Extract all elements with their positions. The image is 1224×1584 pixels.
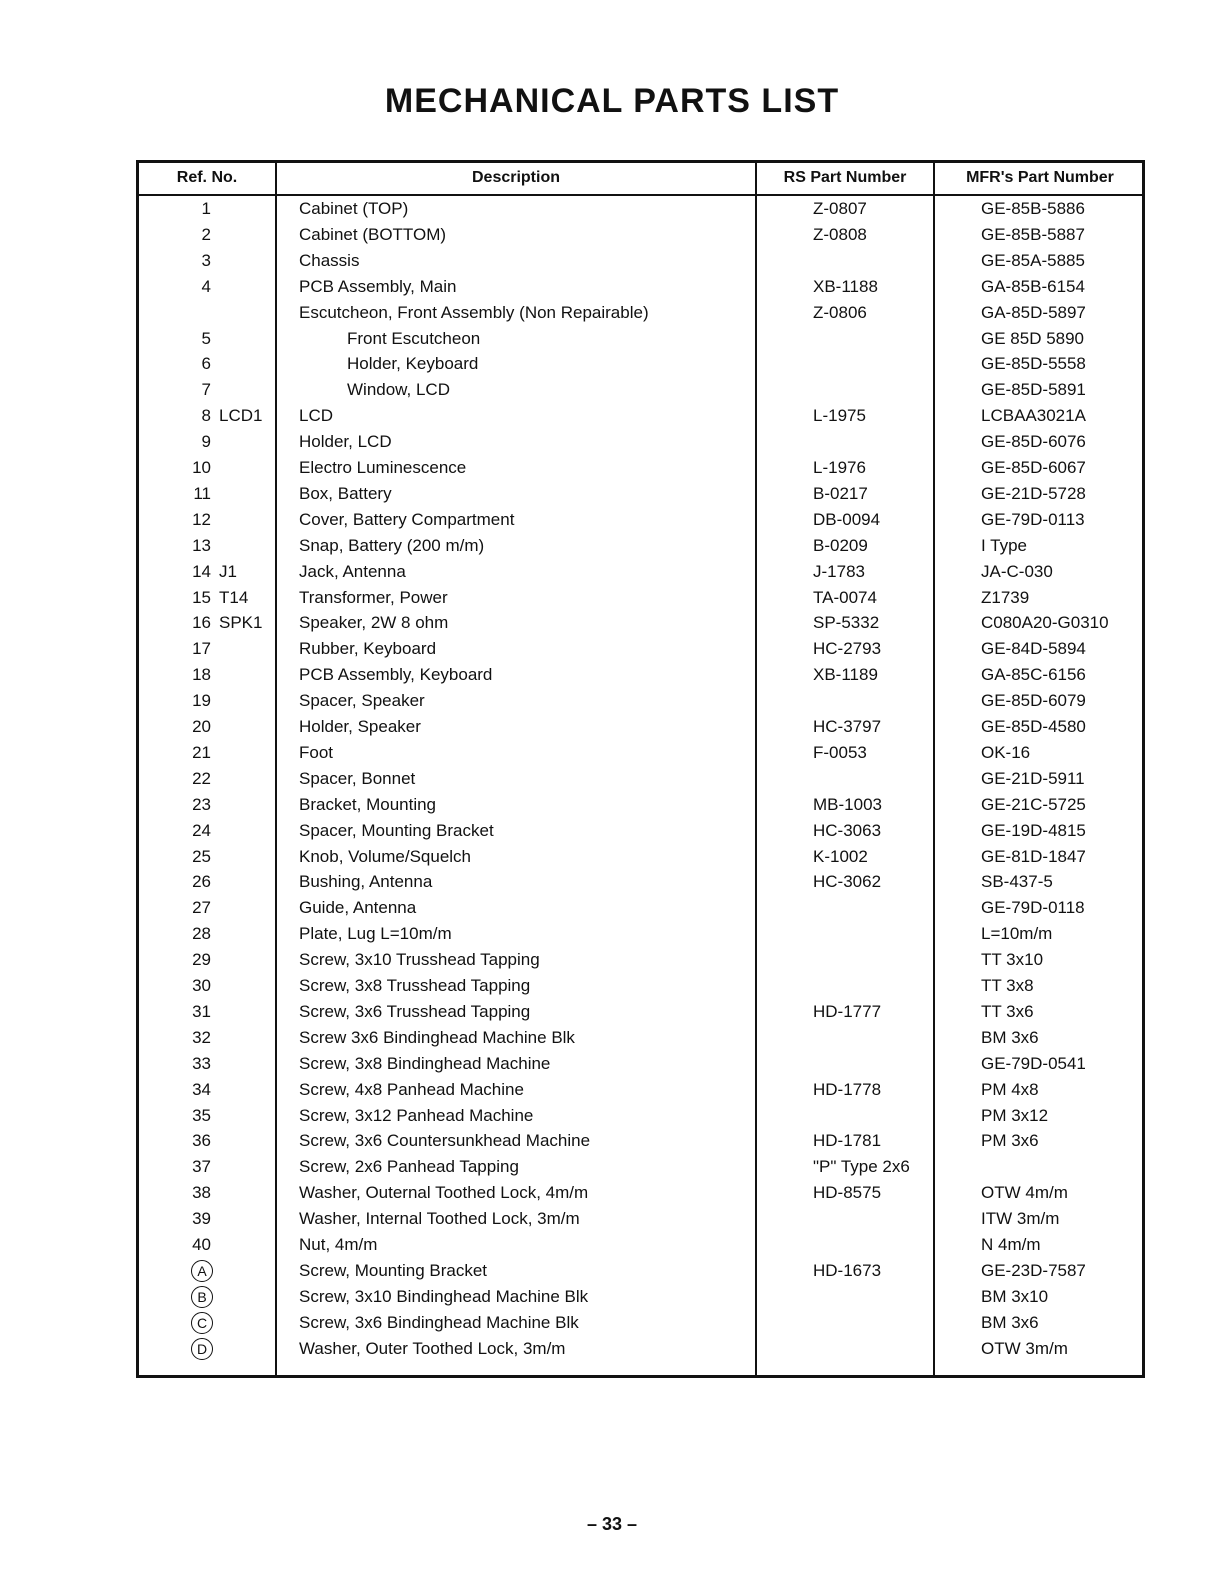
mfr-part-number-cell: GE 85D 5890 (981, 328, 1085, 348)
mfr-part-number-cell: L=10m/m (981, 924, 1053, 944)
ref-cell (147, 662, 269, 688)
ref-number: 13 (192, 535, 211, 555)
table-row (139, 766, 1142, 792)
page-title: MECHANICAL PARTS LIST (384, 82, 840, 120)
description-cell: Cabinet (BOTTOM) (299, 224, 447, 244)
mfr-part-number-cell: GA-85B-6154 (981, 276, 1085, 296)
description-cell: Screw 3x6 Bindinghead Machine Blk (299, 1027, 575, 1047)
ref-cell (147, 248, 269, 274)
ref-number: 6 (201, 354, 211, 374)
circled-ref-label: B (191, 1286, 213, 1308)
mfr-part-number-cell: PM 4x8 (981, 1079, 1039, 1099)
mfr-part-number-cell: OTW 4m/m (981, 1183, 1068, 1203)
mfr-part-number-cell: GE-81D-1847 (981, 846, 1086, 866)
ref-cell (147, 1284, 269, 1310)
mfr-part-number-cell: GE-85D-6067 (981, 458, 1086, 477)
ref-cell (147, 1258, 269, 1284)
rs-part-number-cell: XB-1188 (813, 276, 878, 296)
ref-cell (147, 429, 269, 455)
mfr-part-number-cell: GE-85B-5886 (981, 199, 1085, 218)
description-cell: Spacer, Mounting Bracket (299, 820, 494, 840)
mfr-part-number-cell: I Type (981, 535, 1027, 555)
rs-part-number-cell: HC-2793 (813, 639, 882, 659)
ref-number: 23 (192, 794, 211, 814)
rs-part-number-cell: B-0209 (813, 535, 868, 555)
description-cell: Screw, 3x12 Panhead Machine (299, 1105, 534, 1125)
description-cell: Screw, 3x8 Trusshead Tapping (299, 976, 531, 995)
ref-cell (147, 1077, 269, 1103)
ref-number: 18 (192, 665, 211, 685)
table-row (139, 999, 1142, 1025)
mfr-part-number-cell: BM 3x6 (981, 1027, 1039, 1047)
mfr-part-number-cell: GE-79D-0113 (981, 509, 1085, 529)
mfr-part-number-cell: GA-85D-5897 (981, 302, 1086, 322)
description-cell: Electro Luminescence (299, 458, 467, 477)
circled-ref-label: C (191, 1312, 213, 1334)
table-row (139, 740, 1142, 766)
description-cell: Cover, Battery Compartment (299, 509, 515, 529)
mfr-part-number-cell: GE-84D-5894 (981, 639, 1086, 659)
mfr-part-number-cell: GE-79D-0118 (981, 898, 1085, 918)
description-cell: Screw, Mounting Bracket (299, 1260, 488, 1280)
mfr-part-number-cell: TT 3x6 (981, 1001, 1034, 1021)
table-row (139, 326, 1142, 352)
description-cell: Washer, Outernal Toothed Lock, 4m/m (299, 1183, 589, 1203)
mfr-part-number-cell: GE-23D-7587 (981, 1260, 1086, 1280)
ref-cell (147, 636, 269, 662)
ref-number: 25 (192, 846, 211, 866)
rs-part-number-cell: HD-1673 (813, 1260, 882, 1280)
mfr-part-number-cell: OK-16 (981, 742, 1031, 762)
ref-number: 29 (192, 950, 211, 970)
ref-cell (147, 351, 269, 377)
ref-cell (147, 921, 269, 947)
description-cell: Spacer, Speaker (299, 691, 425, 711)
ref-cell (147, 377, 269, 403)
rs-part-number-cell: XB-1189 (813, 665, 878, 685)
ref-cell (147, 326, 269, 352)
rs-part-number-cell: F-0053 (813, 742, 867, 762)
table-row (139, 222, 1142, 248)
rs-part-number-cell: Z-0807 (813, 199, 867, 218)
table-row (139, 300, 1142, 326)
table-row (139, 196, 1142, 222)
description-cell: Screw, 3x10 Trusshead Tapping (299, 950, 540, 970)
ref-cell (147, 196, 269, 222)
mfr-part-number-cell: TT 3x10 (981, 950, 1044, 970)
description-cell: Holder, Keyboard (347, 354, 479, 374)
ref-cell (147, 1206, 269, 1232)
table-row (139, 507, 1142, 533)
ref-cell (147, 559, 269, 585)
table-row (139, 403, 1142, 429)
table-row (139, 274, 1142, 300)
table-row (139, 351, 1142, 377)
table-row (139, 377, 1142, 403)
table-row (139, 248, 1142, 274)
description-cell: Bracket, Mounting (299, 794, 437, 814)
table-row (139, 844, 1142, 870)
rs-part-number-cell: MB-1003 (813, 794, 882, 814)
ref-number: 1 (201, 199, 211, 218)
description-cell: PCB Assembly, Keyboard (299, 665, 493, 685)
mfr-part-number-cell: PM 3x6 (981, 1131, 1039, 1151)
ref-cell (147, 1154, 269, 1180)
ref-cell (147, 403, 269, 429)
rs-part-number-cell: HD-1777 (813, 1001, 882, 1021)
ref-number: 36 (192, 1131, 211, 1151)
header-description: Description (471, 169, 560, 186)
rs-part-number-cell: "P" Type 2x6 (813, 1157, 910, 1177)
mfr-part-number-cell: ITW 3m/m (981, 1209, 1060, 1229)
table-row (139, 636, 1142, 662)
description-cell: Box, Battery (299, 483, 392, 503)
ref-number: 5 (201, 328, 211, 348)
description-cell: Screw, 3x6 Countersunkhead Machine (299, 1131, 591, 1151)
ref-cell (147, 1103, 269, 1129)
ref-cell (147, 1310, 269, 1336)
ref-cell (147, 1128, 269, 1154)
table-row (139, 1206, 1142, 1232)
mfr-part-number-cell: GE-85D-4580 (981, 717, 1086, 736)
rs-part-number-cell: DB-0094 (813, 509, 881, 529)
rs-part-number-cell: HC-3063 (813, 820, 882, 840)
mfr-part-number-cell: GE-21C-5725 (981, 794, 1086, 814)
rs-part-number-cell: HD-1781 (813, 1131, 882, 1151)
description-cell: Spacer, Bonnet (299, 768, 416, 788)
table-row (139, 1232, 1142, 1258)
table-row (139, 533, 1142, 559)
ref-cell (147, 766, 269, 792)
ref-cell (147, 1025, 269, 1051)
table-row (139, 947, 1142, 973)
ref-number: 27 (192, 898, 211, 918)
ref-cell (147, 740, 269, 766)
ref-cell (147, 455, 269, 481)
ref-number: 33 (192, 1053, 211, 1073)
ref-cell (147, 274, 269, 300)
mfr-part-number-cell: BM 3x6 (981, 1312, 1039, 1332)
ref-cell (147, 895, 269, 921)
table-row (139, 973, 1142, 999)
ref-code: SPK1 (219, 613, 263, 633)
description-cell: Holder, LCD (299, 432, 392, 452)
header-rs-part-number: RS Part Number (783, 169, 907, 186)
ref-number: 37 (192, 1157, 211, 1177)
rs-part-number-cell: L-1975 (813, 406, 866, 426)
mfr-part-number-cell: LCBAA3021A (981, 406, 1086, 426)
mfr-part-number-cell: GE-85D-5558 (981, 354, 1086, 374)
rs-part-number-cell: HD-8575 (813, 1183, 882, 1203)
ref-cell (147, 818, 269, 844)
ref-number: 35 (192, 1105, 211, 1125)
ref-number: 15 (192, 587, 211, 607)
table-row (139, 1103, 1142, 1129)
page-number: – 33 – (586, 1514, 638, 1534)
table-row (139, 869, 1142, 895)
table-row (139, 792, 1142, 818)
ref-number: 24 (192, 820, 211, 840)
ref-number: 14 (192, 561, 211, 581)
description-cell: Bushing, Antenna (299, 872, 433, 892)
ref-cell (147, 688, 269, 714)
rs-part-number-cell: J-1783 (813, 561, 865, 581)
description-cell: Rubber, Keyboard (299, 639, 437, 659)
ref-number: 31 (192, 1001, 211, 1021)
mfr-part-number-cell: BM 3x10 (981, 1286, 1049, 1306)
description-cell: Speaker, 2W 8 ohm (299, 613, 449, 633)
ref-number: 8 (201, 406, 211, 426)
table-row (139, 921, 1142, 947)
mfr-part-number-cell: Z1739 (981, 587, 1030, 607)
description-cell: Cabinet (TOP) (299, 199, 409, 218)
table-row (139, 1284, 1142, 1310)
mfr-part-number-cell: N 4m/m (981, 1235, 1041, 1254)
ref-cell (147, 844, 269, 870)
ref-number: 11 (193, 483, 211, 503)
table-row (139, 1128, 1142, 1154)
rs-part-number-cell: HC-3062 (813, 872, 882, 892)
description-cell: Screw, 3x8 Bindinghead Machine (299, 1053, 551, 1073)
ref-number: 12 (192, 509, 211, 529)
table-row (139, 1025, 1142, 1051)
description-cell: Guide, Antenna (299, 898, 417, 918)
rs-part-number-cell: HC-3797 (813, 717, 882, 736)
description-cell: Nut, 4m/m (299, 1235, 378, 1254)
ref-number: 19 (192, 691, 211, 711)
mfr-part-number-cell: C080A20-G0310 (981, 613, 1109, 633)
table-row (139, 1154, 1142, 1180)
ref-cell (147, 585, 269, 611)
description-cell: Front Escutcheon (347, 328, 481, 348)
ref-number: 28 (192, 924, 211, 944)
ref-cell (147, 1180, 269, 1206)
rs-part-number-cell: B-0217 (813, 483, 868, 503)
mfr-part-number-cell: GE-21D-5911 (981, 768, 1085, 788)
ref-cell (147, 300, 269, 326)
table-row (139, 610, 1142, 636)
description-cell: Screw, 3x6 Trusshead Tapping (299, 1001, 531, 1021)
table-row (139, 1180, 1142, 1206)
mfr-part-number-cell: GE-85D-5891 (981, 380, 1086, 400)
ref-number: 38 (192, 1183, 211, 1203)
mfr-part-number-cell: GA-85C-6156 (981, 665, 1086, 685)
mfr-part-number-cell: GE-19D-4815 (981, 820, 1086, 840)
ref-cell (147, 610, 269, 636)
ref-code: LCD1 (219, 406, 263, 426)
circled-ref-label: A (191, 1260, 213, 1282)
ref-number: 32 (192, 1027, 211, 1047)
description-cell: LCD (299, 406, 334, 426)
mfr-part-number-cell: GE-85D-6076 (981, 432, 1086, 452)
table-row (139, 1310, 1142, 1336)
table-row (139, 455, 1142, 481)
ref-number: 4 (201, 276, 211, 296)
ref-cell (147, 507, 269, 533)
ref-number: 7 (201, 380, 211, 400)
ref-number: 17 (192, 639, 211, 659)
description-cell: Screw, 3x6 Bindinghead Machine Blk (299, 1312, 579, 1332)
header-mfr-part-number: MFR's Part Number (966, 169, 1114, 186)
ref-number: 10 (192, 458, 211, 477)
table-row (139, 1258, 1142, 1284)
table-row (139, 662, 1142, 688)
mfr-part-number-cell: GE-79D-0541 (981, 1053, 1086, 1073)
mfr-part-number-cell: GE-21D-5728 (981, 483, 1086, 503)
ref-number: 30 (192, 976, 211, 995)
mfr-part-number-cell: TT 3x8 (981, 976, 1034, 995)
ref-cell (147, 1336, 269, 1362)
description-cell: PCB Assembly, Main (299, 276, 457, 296)
rs-part-number-cell: L-1976 (813, 458, 866, 477)
mfr-part-number-cell: GE-85B-5887 (981, 224, 1085, 244)
description-cell: Escutcheon, Front Assembly (Non Repairable) (299, 302, 649, 322)
ref-cell (147, 714, 269, 740)
table-row (139, 585, 1142, 611)
rs-part-number-cell: HD-1778 (813, 1079, 882, 1099)
ref-code: J1 (219, 561, 237, 581)
rs-part-number-cell: SP-5332 (813, 613, 880, 633)
table-row (139, 1077, 1142, 1103)
ref-cell (147, 481, 269, 507)
rs-part-number-cell: Z-0808 (813, 224, 867, 244)
table-row (139, 818, 1142, 844)
ref-cell (147, 869, 269, 895)
ref-cell (147, 1232, 269, 1258)
description-cell: Snap, Battery (200 m/m) (299, 535, 485, 555)
ref-cell (147, 1051, 269, 1077)
table-row (139, 714, 1142, 740)
description-cell: Foot (299, 742, 334, 762)
mfr-part-number-cell: OTW 3m/m (981, 1338, 1068, 1358)
ref-number: 39 (192, 1209, 211, 1229)
ref-number: 26 (192, 872, 211, 892)
mfr-part-number-cell: GE-85D-6079 (981, 691, 1086, 711)
ref-number: 3 (201, 250, 211, 270)
ref-number: 22 (192, 768, 211, 788)
parts-table (136, 160, 1145, 1378)
circled-ref-label: D (191, 1338, 213, 1360)
mfr-part-number-cell: JA-C-030 (981, 561, 1053, 581)
ref-number: 40 (192, 1235, 211, 1254)
ref-number: 9 (201, 432, 211, 452)
ref-number: 34 (192, 1079, 211, 1099)
description-cell: Chassis (299, 250, 360, 270)
ref-cell (147, 222, 269, 248)
description-cell: Screw, 4x8 Panhead Machine (299, 1079, 524, 1099)
ref-number: 20 (192, 717, 211, 736)
table-row (139, 429, 1142, 455)
mfr-part-number-cell: PM 3x12 (981, 1105, 1049, 1125)
description-cell: Plate, Lug L=10m/m (299, 924, 452, 944)
table-row (139, 895, 1142, 921)
rs-part-number-cell: K-1002 (813, 846, 868, 866)
ref-number: 21 (192, 742, 211, 762)
description-cell: Holder, Speaker (299, 717, 421, 736)
rs-part-number-cell: Z-0806 (813, 302, 867, 322)
description-cell: Transformer, Power (299, 587, 448, 607)
description-cell: Washer, Internal Toothed Lock, 3m/m (299, 1209, 580, 1229)
description-cell: Washer, Outer Toothed Lock, 3m/m (299, 1338, 566, 1358)
ref-cell (147, 792, 269, 818)
table-row (139, 688, 1142, 714)
ref-code: T14 (219, 587, 249, 607)
table-row (139, 1336, 1142, 1362)
description-cell: Knob, Volume/Squelch (299, 846, 472, 866)
ref-cell (147, 973, 269, 999)
ref-cell (147, 999, 269, 1025)
header-ref: Ref. No. (176, 169, 238, 186)
ref-cell (147, 947, 269, 973)
description-cell: Screw, 3x10 Bindinghead Machine Blk (299, 1286, 589, 1306)
mfr-part-number-cell: SB-437-5 (981, 872, 1053, 892)
ref-cell (147, 533, 269, 559)
rs-part-number-cell: TA-0074 (813, 587, 877, 607)
ref-number: 16 (192, 613, 211, 633)
table-row (139, 1051, 1142, 1077)
mfr-part-number-cell: GE-85A-5885 (981, 250, 1085, 270)
table-row (139, 481, 1142, 507)
description-cell: Jack, Antenna (299, 561, 406, 581)
ref-number: 2 (201, 224, 211, 244)
description-cell: Window, LCD (347, 380, 450, 400)
description-cell: Screw, 2x6 Panhead Tapping (299, 1157, 519, 1177)
table-row (139, 559, 1142, 585)
